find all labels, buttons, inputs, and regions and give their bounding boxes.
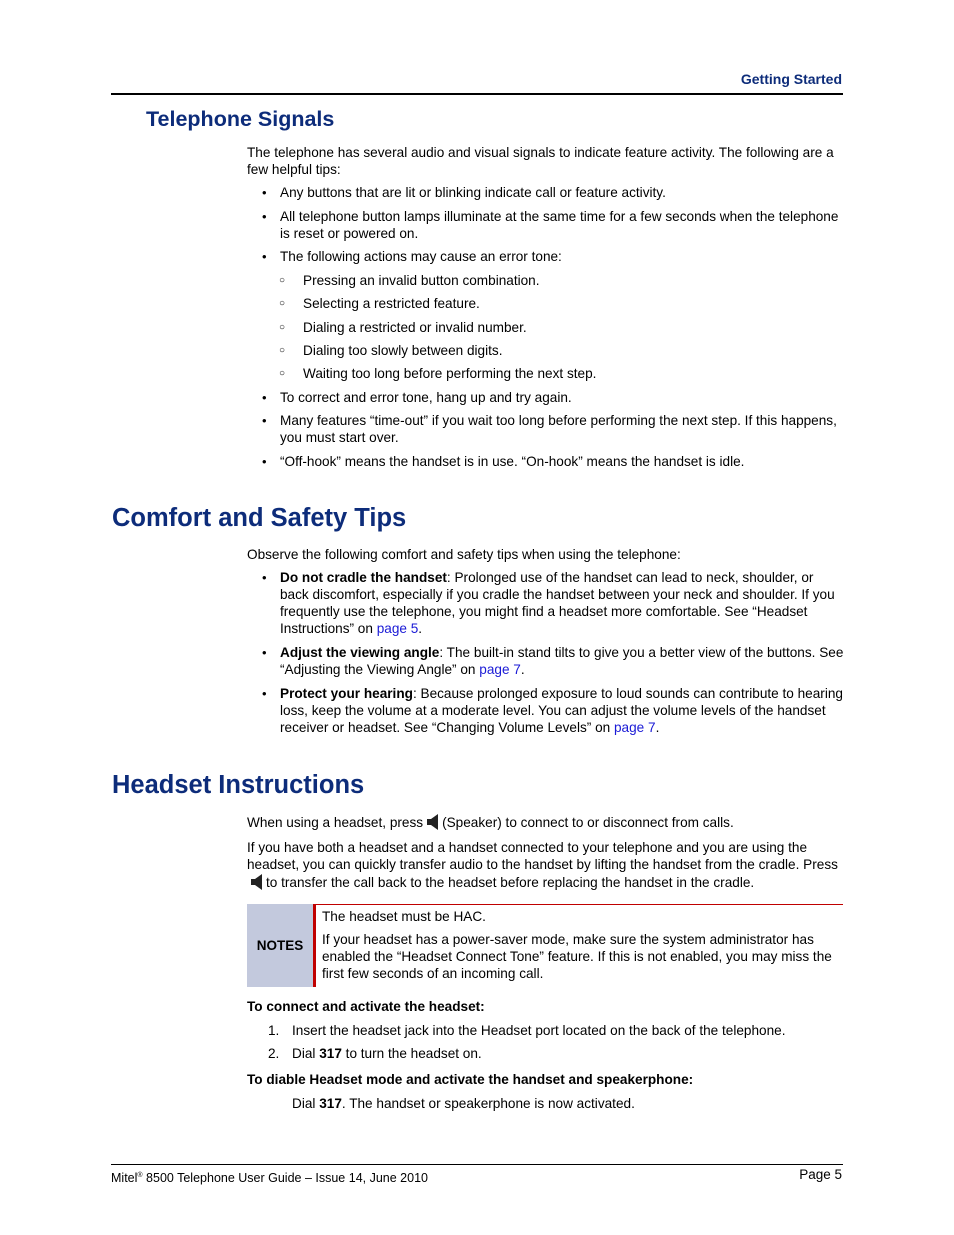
disable-text-start: Dial (292, 1096, 316, 1111)
comfort-intro: Observe the following comfort and safety tips when using the telephone: (247, 547, 681, 562)
footer-rule (111, 1164, 843, 1165)
notes-box (247, 904, 843, 987)
hearing-end: . (655, 720, 660, 735)
signals-bullet-2: • All telephone button lamps illuminate at the same time for a few seconds when the telephone is reset or powered on. (280, 208, 845, 242)
disable-step (292, 1095, 842, 1112)
comfort-bullet-cradle (280, 569, 845, 637)
headset-para-2-start: If you have both a headset and a handset connected to your telephone and you are using the headset, you can quickly transfer audio to the handset by lifting the handset from the cradle. Press (247, 840, 838, 872)
step-1-text: Insert the headset jack into the Headset port located on the back of the telephone. (292, 1023, 786, 1038)
header-rule (111, 93, 843, 95)
telephone-signals-heading: Telephone Signals (146, 107, 335, 131)
signals-bullet-3: • The following actions may cause an error tone: (280, 248, 845, 265)
signals-intro: The telephone has several audio and visual signals to indicate feature activity. The following are a few helpful tips: (247, 145, 834, 177)
connect-step-1 (268, 1022, 842, 1039)
disable-text-end: . The handset or speakerphone is now activated. (341, 1096, 635, 1111)
error-tone-correction-text: To correct and error tone, hang up and try again. (280, 390, 572, 405)
footer-brand: Mitel (111, 1171, 138, 1186)
headset-instructions-heading: Headset Instructions (112, 771, 365, 799)
volume-page-link[interactable]: page 7 (614, 720, 656, 735)
signals-bullet-1: • Any buttons that are lit or blinking indicate call or feature activity. (280, 184, 845, 201)
step-2-number: 2. (268, 1046, 280, 1061)
error-tone-item-5: ○ Waiting too long before performing the next step. (303, 365, 843, 382)
error-tone-item-2: ○ Selecting a restricted feature. (303, 295, 843, 312)
cradle-text: : Prolonged use of the handset can lead to neck, shoulder, or back discomfort, especially if you cradle the handset between your neck and shoulder. If you frequently use the telephone, you might find a headset more comfortable. See “Headset Instructions” on (280, 570, 835, 636)
headset-para-1-end: (Speaker) to connect to or disconnect from calls. (442, 815, 734, 830)
notes-label: NOTES (247, 904, 313, 987)
speaker-icon (250, 873, 263, 891)
viewing-end: . (520, 662, 525, 677)
disable-headset-heading: To diable Headset mode and activate the handset and speakerphone: (247, 1072, 694, 1087)
notes-accent-bar (313, 904, 316, 987)
comfort-bullet-hearing (280, 685, 845, 736)
headset-para-1-start: When using a headset, press (247, 815, 424, 830)
viewing-page-link[interactable]: page 7 (479, 662, 521, 677)
headset-para-2-end: to transfer the call back to the headset before replacing the handset in the cradle. (266, 875, 755, 890)
hearing-text: : Because prolonged exposure to loud sounds can contribute to hearing loss, keep the volume at a moderate level. You can adjust the volume levels of the handset receiver or headset. See “Changing Volume Levels” on (280, 686, 843, 735)
viewing-text: : The built-in stand tilts to give you a better view of the buttons. See “Adjusting the Viewing Angle” on (280, 645, 844, 677)
connect-step-2 (268, 1045, 842, 1062)
hearing-label: Protect your hearing (280, 686, 413, 701)
cradle-label: Do not cradle the handset (280, 570, 447, 585)
headset-para-2 (247, 839, 843, 891)
error-tone-item-4: ○ Dialing too slowly between digits. (303, 342, 843, 359)
comfort-safety-heading: Comfort and Safety Tips (112, 504, 407, 532)
viewing-label: Adjust the viewing angle (280, 645, 440, 660)
signals-bullet-5: • “Off-hook” means the handset is in use. “On-hook” means the handset is idle. (280, 453, 845, 470)
footer-guide-title (111, 1167, 428, 1187)
headset-page-link[interactable]: page 5 (376, 621, 419, 636)
step-1-number: 1. (268, 1023, 280, 1038)
running-header-section: Getting Started (740, 71, 842, 87)
step-2-code: 317 (319, 1046, 342, 1061)
comfort-bullet-viewing (280, 644, 845, 678)
cradle-end: . (418, 621, 423, 636)
step-2-text-start: Dial (292, 1046, 316, 1061)
note-power-saver: If your headset has a power-saver mode, make sure the system administrator has enabled the “Headset Connect Tone” feature. If this is not enabled, you may miss the first few seconds of an incoming call. (322, 932, 832, 981)
speaker-icon (426, 813, 439, 831)
step-2-text-end: to turn the headset on. (345, 1046, 482, 1061)
notes-top-rule (313, 904, 843, 905)
error-tone-correction (280, 389, 845, 406)
footer-registered-mark: ® (137, 1172, 143, 1179)
note-hac: The headset must be HAC. (322, 909, 486, 924)
signals-bullet-4: • Many features “time-out” if you wait too long before performing the next step. If this happens, you must start over. (280, 412, 845, 446)
disable-code: 317 (319, 1096, 342, 1111)
connect-headset-heading: To connect and activate the headset: (247, 999, 485, 1014)
error-tone-item-3: ○ Dialing a restricted or invalid number. (303, 319, 843, 336)
error-tone-item-1: ○ Pressing an invalid button combination. (303, 272, 843, 289)
footer-guide-text: 8500 Telephone User Guide – Issue 14, June 2010 (142, 1171, 428, 1186)
footer-page-number: Page 5 (799, 1167, 842, 1182)
headset-para-1 (247, 813, 843, 831)
